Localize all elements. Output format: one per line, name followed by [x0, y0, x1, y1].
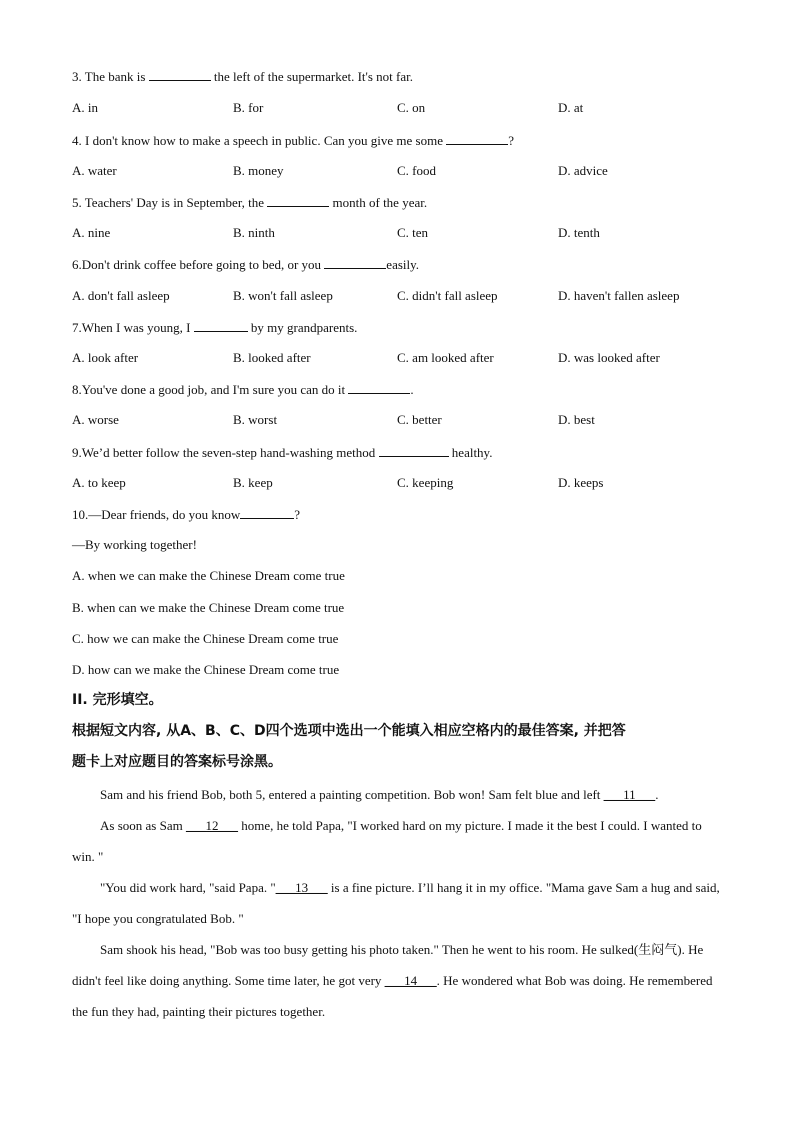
question-text: easily. [386, 257, 420, 272]
question-9 [72, 444, 492, 461]
question-8 [72, 381, 414, 398]
question-text: ? [508, 133, 514, 148]
option-a: A. in [72, 100, 98, 115]
option-c: C. food [397, 163, 436, 178]
option-a: A. when we can make the Chinese Dream come true [72, 568, 345, 583]
option-d: D. advice [558, 163, 608, 178]
dialogue-answer: —By working together! [72, 537, 197, 552]
blank-13: ___13___ [275, 880, 328, 895]
option-d: D. was looked after [558, 350, 660, 365]
blank-14: ___14___ [384, 973, 437, 988]
answer-blank [348, 381, 410, 394]
option-b: B. ninth [233, 225, 275, 240]
question-text: 6.Don't drink coffee before going to bed, or you [72, 257, 322, 272]
question-text: the left of the supermarket. It's not far. [213, 69, 414, 84]
answer-blank [149, 68, 211, 81]
passage-paragraph: Sam and his friend Bob, both 5, entered a painting competition. Bob won! Sam felt blue and left ___11___. [100, 787, 659, 802]
question-5 [72, 194, 427, 211]
option-a: A. look after [72, 350, 139, 365]
option-c: C. better [397, 412, 442, 427]
option-c: C. didn't fall asleep [397, 288, 498, 303]
section-instructions: 题卡上对应题目的答案标号涂黑。 [72, 754, 282, 770]
passage-paragraph: Sam shook his head, "Bob was too busy getting his photo taken." Then he went to his room. He sulked(生闷气). He didn't feel like doing anything. Some time later, he got very ___14___. He wondered what Bob was doing. He remembered the fun they had, painting their pictures together. [72, 942, 713, 1019]
question-text: by my grandparents. [250, 320, 358, 335]
option-a: A. don't fall asleep [72, 288, 170, 303]
question-text: ? [294, 507, 301, 522]
question-text: 4. I don't know how to make a speech in public. Can you give me some [72, 133, 443, 148]
answer-blank [194, 319, 248, 332]
option-d: D. haven't fallen asleep [558, 288, 680, 303]
option-c: C. am looked after [397, 350, 494, 365]
answer-blank [446, 132, 508, 145]
question-3 [72, 68, 413, 85]
question-text: 3. The bank is [72, 69, 146, 84]
option-c: C. how we can make the Chinese Dream come true [72, 631, 339, 646]
question-text: healthy. [451, 445, 493, 460]
answer-blank [267, 194, 329, 207]
answer-blank [324, 256, 386, 269]
question-4 [72, 132, 514, 149]
option-b: B. when can we make the Chinese Dream come true [72, 600, 345, 615]
question-text: 8.You've done a good job, and I'm sure you can do it [72, 382, 346, 397]
passage-paragraph: As soon as Sam ___12___ home, he told Papa, "I worked hard on my picture. I made it the best I could. I wanted to win. " [72, 818, 702, 864]
blank-12: ___12___ [185, 818, 238, 833]
question-text: 5. Teachers' Day is in September, the [72, 195, 265, 210]
option-a: A. water [72, 163, 117, 178]
question-text: 9.We’d better follow the seven-step hand-washing method [72, 445, 376, 460]
answer-blank [379, 444, 449, 457]
option-d: D. best [558, 412, 595, 427]
question-6 [72, 256, 419, 273]
option-b: B. keep [233, 475, 273, 490]
option-d: D. at [558, 100, 584, 115]
option-b: B. looked after [233, 350, 311, 365]
option-b: B. won't fall asleep [233, 288, 333, 303]
answer-blank [240, 506, 294, 519]
option-c: C. on [397, 100, 426, 115]
option-a: A. to keep [72, 475, 126, 490]
question-7 [72, 319, 357, 336]
question-text: . [410, 382, 414, 397]
blank-11: ___11___ [603, 787, 656, 802]
option-d: D. keeps [558, 475, 604, 490]
option-c: C. keeping [397, 475, 454, 490]
section-title: II. 完形填空。 [72, 692, 163, 708]
question-text: month of the year. [332, 195, 428, 210]
option-a: A. worse [72, 412, 119, 427]
option-a: A. nine [72, 225, 111, 240]
question-text: 7.When I was young, I [72, 320, 191, 335]
passage-paragraph: "You did work hard, "said Papa. "___13___ is a fine picture. I’ll hang it in my office. "Mama gave Sam a hug and said, "I hope you congratulated Bob. " [72, 880, 720, 926]
question-text: 10.—Dear friends, do you know [72, 507, 241, 522]
option-b: B. money [233, 163, 284, 178]
option-d: D. how can we make the Chinese Dream come true [72, 662, 340, 677]
option-d: D. tenth [558, 225, 600, 240]
section-instructions: 根据短文内容, 从A、B、C、D四个选项中选出一个能填入相应空格内的最佳答案, 并把答 [72, 723, 626, 739]
option-b: B. for [233, 100, 264, 115]
option-c: C. ten [397, 225, 429, 240]
option-b: B. worst [233, 412, 278, 427]
question-10 [72, 506, 300, 523]
